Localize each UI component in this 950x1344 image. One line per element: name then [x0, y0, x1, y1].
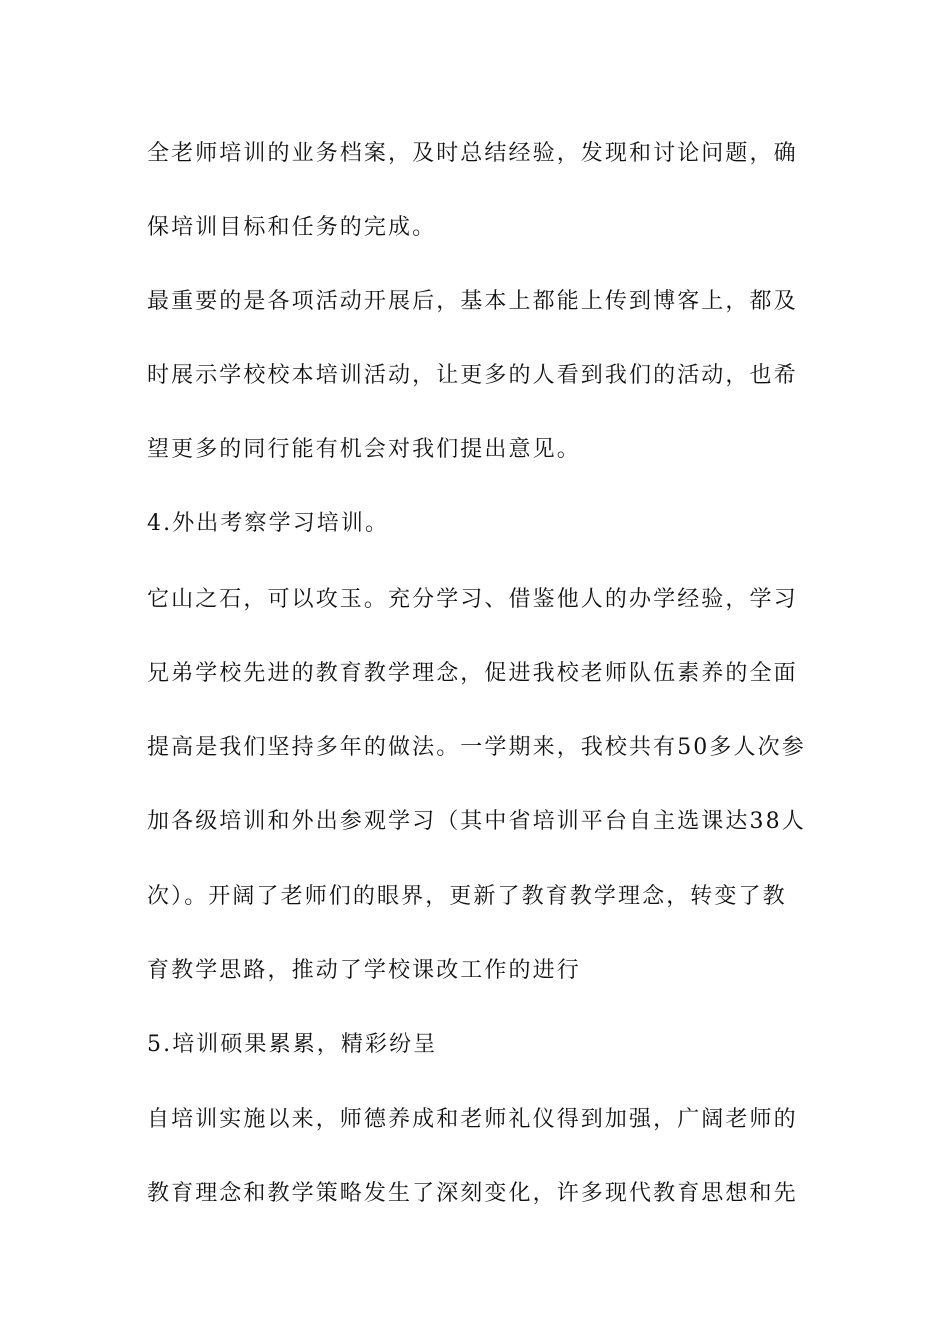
paragraph-line: 保培训目标和任务的完成。 [147, 215, 437, 240]
paragraph-line: 它山之石，可以攻玉。充分学习、借鉴他人的办学经验，学习 [147, 587, 798, 612]
paragraph-line: 提高是我们坚持多年的做法。一学期来，我校共有50多人次参 [147, 735, 806, 760]
paragraph-line: 加各级培训和外出参观学习（其中省培训平台自主选课达38人 [147, 809, 806, 834]
paragraph-line: 次）。开阔了老师们的眼界，更新了教育教学理念，转变了教 [147, 884, 787, 909]
paragraph-line: 兄弟学校先进的教育教学理念，促进我校老师队伍素养的全面 [147, 661, 798, 686]
paragraph-line: 时展示学校校本培训活动，让更多的人看到我们的活动，也希 [147, 363, 798, 388]
paragraph-line: 育教学思路，推动了学校课改工作的进行 [147, 958, 581, 983]
paragraph-line: 教育理念和教学策略发生了深刻变化，许多现代教育思想和先 [147, 1181, 798, 1206]
section-heading-4: 4.外出考察学习培训。 [147, 511, 390, 536]
paragraph-line: 全老师培训的业务档案，及时总结经验，发现和讨论问题，确 [147, 141, 798, 166]
section-heading-5: 5.培训硕果累累，精彩纷呈 [147, 1032, 438, 1057]
paragraph-line: 最重要的是各项活动开展后，基本上都能上传到博客上，都及 [147, 289, 798, 314]
paragraph-line: 自培训实施以来，师德养成和老师礼仪得到加强，广阔老师的 [147, 1107, 798, 1132]
paragraph-line: 望更多的同行能有机会对我们提出意见。 [147, 437, 581, 462]
